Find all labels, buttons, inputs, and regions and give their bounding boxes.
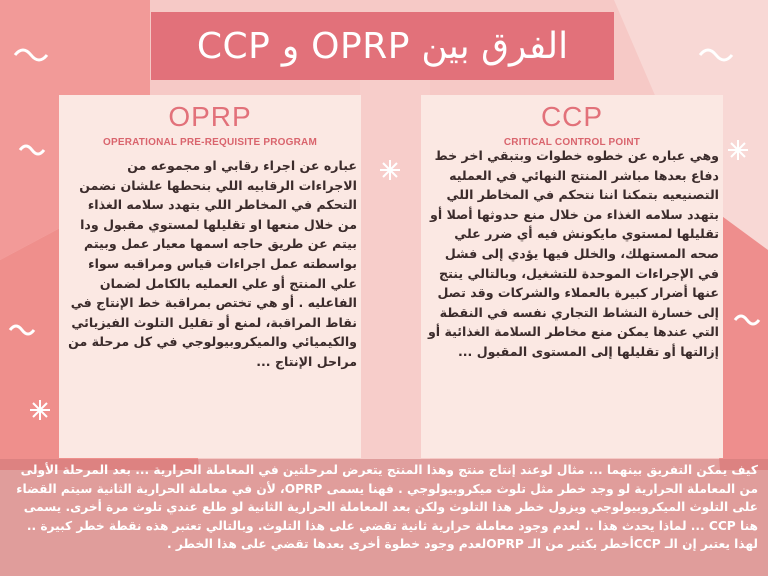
footer-text: كيف يمكن التفريق بينهما ... مثال لوعند إنتاج منتج وهذا المنتج يتعرض لمرحلتين في المعاملة الحرارية ... بعد المرحلة الأولى من المعاملة الحرارية لو وجد خطر مثل تلوث ميكروبيولوجي . فهنا يسمى OPRP، لأن في معاملة الحرارية الثانية سيتم القضاء على التلوث الميكروبيولوجي ويزول خطر هذا التلوث ولكن بعد المعاملة الحرارية الثانية لو طلع عندي تلوث مرة أخرى. يسمى هنا CCP ... لماذا يحدث هذا .. لعدم وجود معاملة حرارية ثانية تقضي على هذا التلوث. وبالتالي تعتبر هذه نقطة خطر كبيرة .. لهذا يعتبر إن الـ CCPأخطر بكثير من الـ OPRPلعدم وجود خطوة أخرى بعدها تقضي على هذا الخطر . xyxy=(16,463,758,552)
footer-explanation xyxy=(0,459,768,576)
bg-shape-middle xyxy=(360,80,430,470)
page-title: الفرق بين OPRP و CCP xyxy=(196,25,569,67)
ccp-heading: CCP xyxy=(540,101,604,132)
sparkle-3 xyxy=(728,140,748,160)
oprp-subheading: OPERATIONAL PRE-REQUISITE PROGRAM xyxy=(102,137,318,148)
title-banner xyxy=(151,12,614,80)
oprp-heading: OPRP xyxy=(168,101,252,132)
ccp-card xyxy=(421,95,723,458)
sparkle-2 xyxy=(30,400,50,420)
ccp-description: وهي عباره عن خطوه خطوات وبتبقي اخر خط دفاع بعدها مباشر المنتج النهائي في العمليه التصنيعيه بتمكنا اننا نتحكم في المخاطر اللي بتهدد سلامه الغذاء من خلال منع حدوثها أصلا أو تقليلها لمستوي مايكونش فيه أي ضرر علي صحه المستهلك، والخلل فيها يؤدي إلى فشل في الإجراءات الموحدة للتشغيل، وبالتالي ينتج عنها أضرار كبيرة بالعملاء والشركات وقد تصل إلى خسارة النشاط التجاري نفسه في النقطة التي عندها يمكن منع مخاطر السلامة الغذائية أو إزالتها أو تقليلها إلى المستوى المقبول ... xyxy=(427,148,719,359)
oprp-description: عباره عن اجراء رقابي او مجموعه من الاجراءات الرقابيه اللي بنحطها علشان نضمن التحكم في المخاطر اللي بتهدد سلامه الغذاء من خلال منعها او تقليلها لمستوي مقبول ودا بيتم عن طريق حاجه اسمها معيار عمل وبيتم بواسطته عمل اجراءات قياس ومراقبه سواء علي المنتج أو علي العمليه بالكامل لضمان الفاعليه . أو هي تختص بمراقبة خط الإنتاج في نقاط المراقبة، لمنع أو تقليل التلوث الفيزيائي والكيميائي والميكروبيولوجي في كل مرحلة من مراحل الإنتاج ... xyxy=(68,158,357,369)
ccp-subheading: CRITICAL CONTROL POINT xyxy=(503,137,641,148)
sparkle-1 xyxy=(380,160,400,180)
oprp-card xyxy=(59,95,361,458)
